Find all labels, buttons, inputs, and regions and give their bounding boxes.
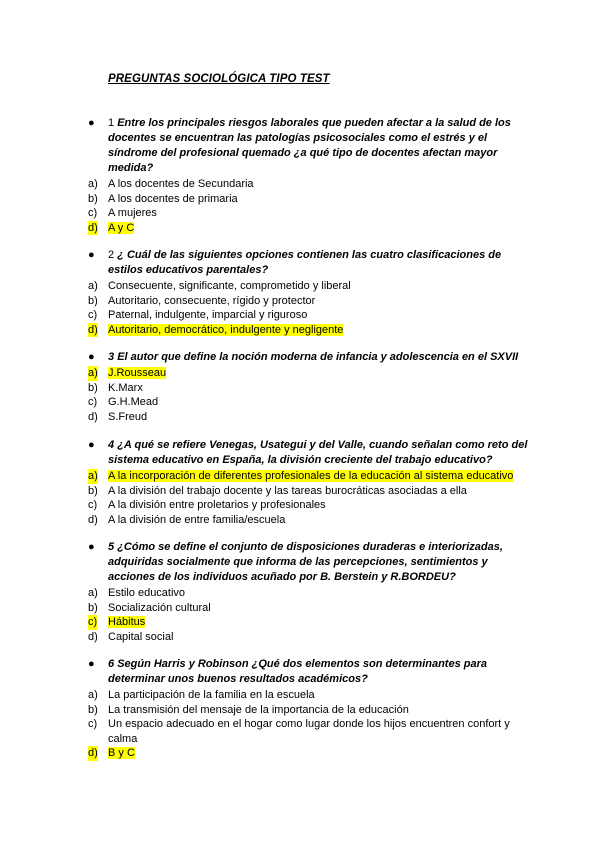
bullet-icon: ● bbox=[88, 658, 95, 670]
option-a bbox=[88, 469, 528, 484]
question-number: 2 bbox=[108, 249, 115, 261]
option-text: A los docentes de primaria bbox=[108, 192, 238, 205]
option-text: Estilo educativo bbox=[108, 587, 186, 599]
document-title: PREGUNTAS SOCIOLÓGICA TIPO TEST bbox=[108, 73, 330, 85]
question-2 bbox=[88, 248, 528, 337]
option-letter: c) bbox=[88, 309, 98, 322]
option-c bbox=[88, 206, 528, 221]
option-letter: d) bbox=[88, 513, 98, 526]
question-header bbox=[88, 350, 528, 365]
option-text: Paternal, indulgente, imparcial y riguroso bbox=[108, 309, 308, 322]
option-text: La transmisión del mensaje de la importancia de la educación bbox=[108, 703, 409, 716]
question-6 bbox=[88, 657, 528, 761]
option-text: Socialización cultural bbox=[108, 601, 211, 614]
option-text-correct: Autoritario, democrático, indulgente y negligente bbox=[108, 323, 344, 336]
option-letter: d) bbox=[88, 221, 98, 234]
option-b bbox=[88, 381, 528, 396]
question-text: Según Harris y Robinson ¿Qué dos elementos son determinantes para determinar unos buenos resultados académicos? bbox=[108, 658, 487, 685]
option-letter: c) bbox=[88, 396, 98, 409]
option-letter: b) bbox=[88, 601, 98, 614]
question-number: 3 bbox=[108, 351, 115, 363]
option-d bbox=[88, 746, 528, 761]
question-header bbox=[88, 657, 528, 687]
option-letter: b) bbox=[88, 703, 98, 716]
question-number: 1 bbox=[108, 117, 115, 129]
option-c bbox=[88, 717, 528, 746]
option-text: La participación de la familia en la escuela bbox=[108, 689, 315, 701]
option-letter: d) bbox=[88, 747, 98, 760]
option-a bbox=[88, 688, 528, 703]
options-list bbox=[88, 586, 528, 644]
option-text: S.Freud bbox=[108, 410, 148, 423]
option-d bbox=[88, 410, 528, 425]
question-header bbox=[88, 540, 528, 585]
question-header bbox=[88, 438, 528, 468]
bullet-icon: ● bbox=[88, 351, 95, 363]
option-text: Capital social bbox=[108, 630, 174, 643]
question-text: ¿ Cuál de las siguientes opciones contienen las cuatro clasificaciones de estilos educativos parentales? bbox=[108, 249, 502, 276]
option-letter: c) bbox=[88, 499, 98, 512]
option-c bbox=[88, 308, 528, 323]
option-letter: b) bbox=[88, 192, 98, 205]
option-letter: d) bbox=[88, 630, 98, 643]
option-text: K.Marx bbox=[108, 381, 143, 394]
option-letter: c) bbox=[88, 616, 98, 629]
option-b bbox=[88, 601, 528, 616]
question-header bbox=[88, 116, 528, 176]
options-list bbox=[88, 177, 528, 235]
option-text: A la división entre proletarios y profesionales bbox=[108, 499, 326, 512]
bullet-icon: ● bbox=[88, 117, 95, 129]
option-text: A la división del trabajo docente y las tareas burocráticas asociadas a ella bbox=[108, 484, 467, 497]
bullet-icon: ● bbox=[88, 541, 95, 553]
option-b bbox=[88, 192, 528, 207]
question-text: ¿A qué se refiere Venegas, Usategui y del Valle, cuando señalan como reto del sistema educativo en España, la división creciente del trabajo educativo? bbox=[108, 439, 528, 466]
question-number: 4 bbox=[108, 439, 115, 451]
option-text-correct: J.Rousseau bbox=[108, 367, 167, 379]
option-text-correct: B y C bbox=[108, 747, 135, 760]
option-letter: b) bbox=[88, 484, 98, 497]
question-header bbox=[88, 248, 528, 278]
question-5 bbox=[88, 540, 528, 644]
question-text: El autor que define la noción moderna de infancia y adolescencia en el SXVII bbox=[117, 351, 519, 363]
option-c bbox=[88, 615, 528, 630]
question-4 bbox=[88, 438, 528, 527]
option-letter: c) bbox=[88, 207, 98, 220]
options-list bbox=[88, 366, 528, 424]
option-b bbox=[88, 703, 528, 718]
option-d bbox=[88, 513, 528, 528]
option-letter: a) bbox=[88, 367, 98, 379]
option-letter: a) bbox=[88, 689, 98, 701]
option-a bbox=[88, 177, 528, 192]
option-b bbox=[88, 484, 528, 499]
option-text: Autoritario, consecuente, rígido y protector bbox=[108, 294, 316, 307]
option-text-correct: Hábitus bbox=[108, 616, 146, 629]
option-text-correct: A y C bbox=[108, 221, 135, 234]
option-letter: d) bbox=[88, 323, 98, 336]
bullet-icon: ● bbox=[88, 249, 95, 261]
option-a bbox=[88, 586, 528, 601]
option-letter: d) bbox=[88, 410, 98, 423]
option-text: Un espacio adecuado en el hogar como lugar donde los hijos encuentren confort y calma bbox=[108, 718, 510, 745]
question-1 bbox=[88, 116, 528, 235]
option-c bbox=[88, 395, 528, 410]
option-text: A mujeres bbox=[108, 207, 157, 220]
option-d bbox=[88, 323, 528, 338]
option-letter: b) bbox=[88, 381, 98, 394]
bullet-icon: ● bbox=[88, 439, 95, 451]
options-list bbox=[88, 688, 528, 761]
option-letter: a) bbox=[88, 470, 98, 482]
option-c bbox=[88, 498, 528, 513]
option-letter: c) bbox=[88, 718, 98, 731]
question-number: 5 bbox=[108, 541, 115, 553]
option-a bbox=[88, 279, 528, 294]
option-text-correct: A la incorporación de diferentes profesionales de la educación al sistema educativo bbox=[108, 470, 514, 482]
option-letter: a) bbox=[88, 280, 98, 292]
question-text: ¿Cómo se define el conjunto de disposiciones duraderas e interiorizadas, adquiridas socialmente que informa de las percepciones, sentimientos y acciones de los individuos acuñado por B. Berstein y R.BORDEU? bbox=[108, 541, 503, 583]
option-text: Consecuente, significante, comprometido y liberal bbox=[108, 280, 351, 292]
option-text: A los docentes de Secundaria bbox=[108, 178, 254, 190]
option-a bbox=[88, 366, 528, 381]
options-list bbox=[88, 469, 528, 527]
option-d bbox=[88, 221, 528, 236]
question-number: 6 bbox=[108, 658, 115, 670]
option-letter: a) bbox=[88, 178, 98, 190]
option-text: A la división de entre familia/escuela bbox=[108, 513, 286, 526]
option-text: G.H.Mead bbox=[108, 396, 159, 409]
question-3 bbox=[88, 350, 528, 424]
option-d bbox=[88, 630, 528, 645]
question-text: Entre los principales riesgos laborales que pueden afectar a la salud de los docentes se encuentran las patologías psicosociales como el estrés y el síndrome del profesional quemado ¿a qué tipo de docentes afectan mayor medida? bbox=[108, 117, 511, 174]
option-b bbox=[88, 294, 528, 309]
options-list bbox=[88, 279, 528, 337]
option-letter: b) bbox=[88, 294, 98, 307]
option-letter: a) bbox=[88, 587, 98, 599]
